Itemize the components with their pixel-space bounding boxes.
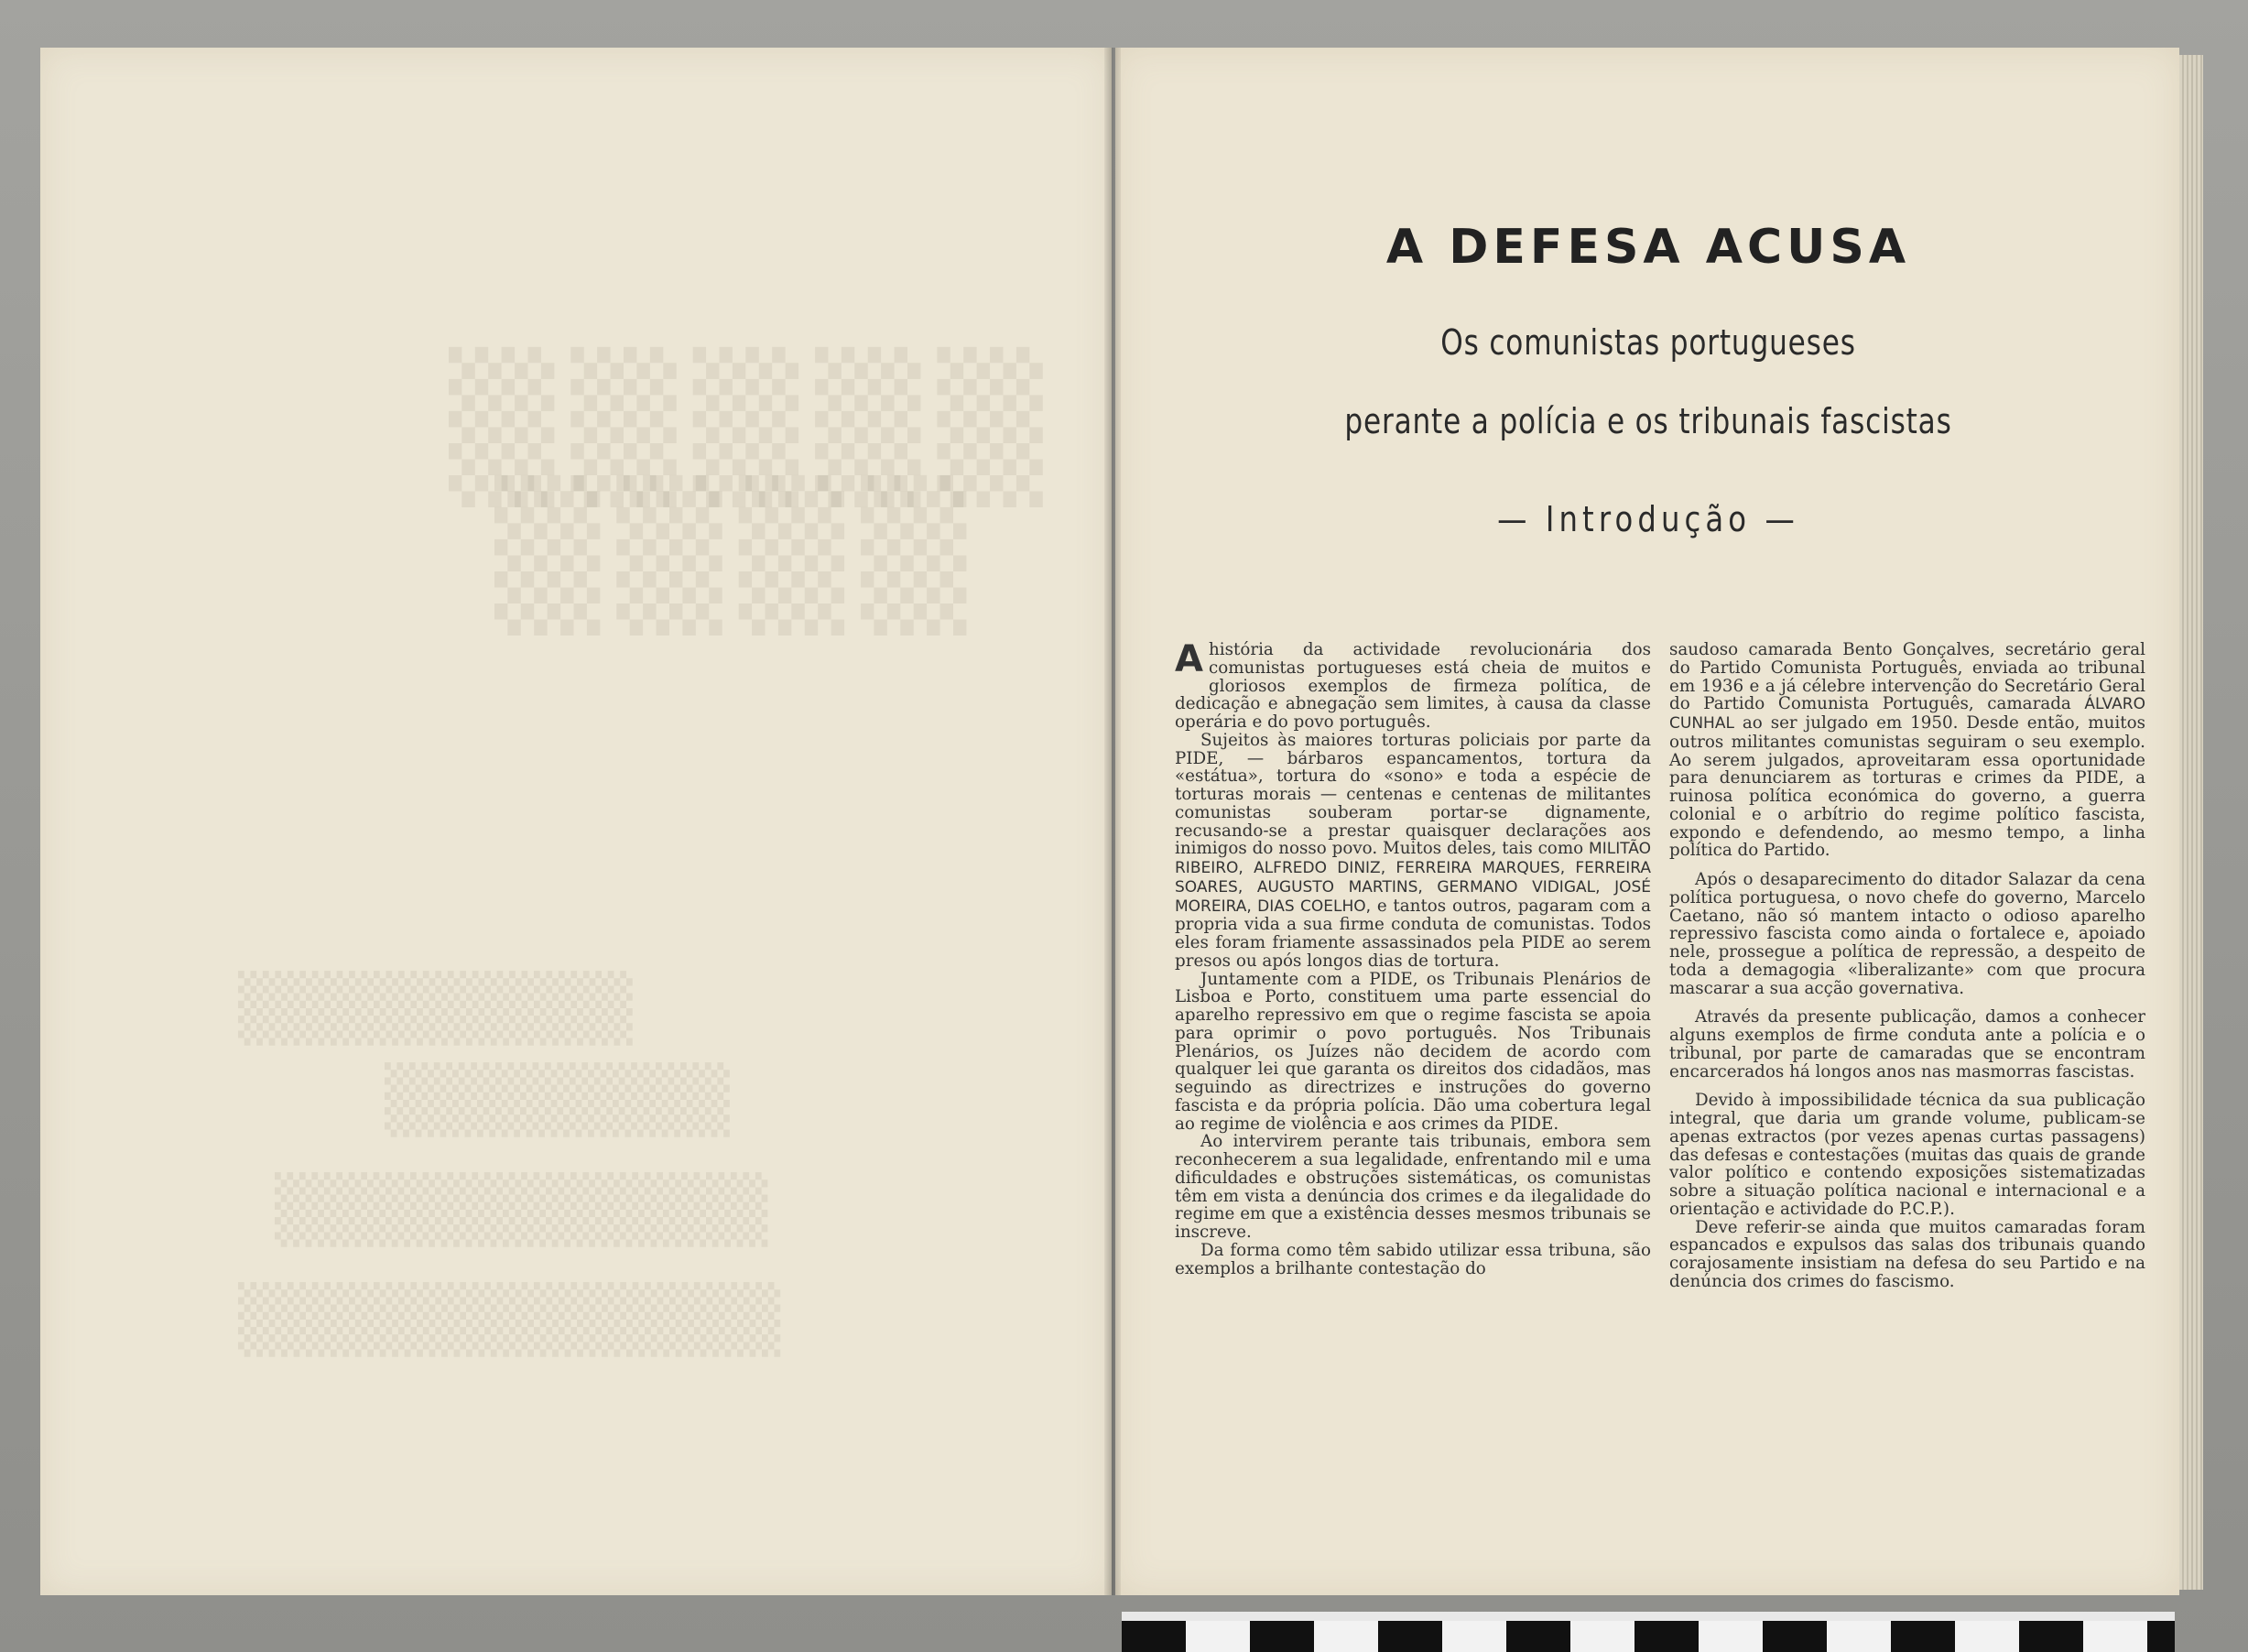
scale-ruler-strip: [1122, 1612, 2175, 1621]
show-through-ghost: ▒▒▒▒▒▒▒▒: [238, 971, 633, 1046]
highlighted-name: ÁLVARO CUNHAL: [1669, 695, 2145, 733]
show-through-ghost: ▒▒▒▒▒: [449, 348, 1059, 507]
names-list: MILITÃO RIBEIRO, ALFREDO DINIZ, FERREIRA MARQUES, FERREIRA SOARES, AUGUSTO MARTINS, GERMANO VIDIGAL, JOSÉ MOREIRA, DIAS COELHO,: [1175, 840, 1651, 916]
paragraph: Após o desaparecimento do ditador Salazar da cena política portuguesa, o novo chefe do governo, Marcelo Caetano, não só mantem intacto o odioso aparelho repressivo fascista como ainda o fortalece e, apoiado nele, prossegue a política de repressão, a despeito de toda a demagogia «liberalizante» com que procura mascarar a sua acção governativa.: [1669, 870, 2145, 998]
page-edges: [2179, 55, 2203, 1590]
book-gutter: [1104, 48, 1121, 1595]
paragraph: Ahistória da actividade revolucionária dos comunistas portugueses está cheia de muitos e gloriosos exemplos de firmeza política, de dedicação e abnegação sem limites, à causa da classe operária e do povo português.: [1175, 638, 1651, 732]
document-subtitle-line1: Os comunistas portugueses: [1440, 322, 1856, 363]
show-through-ghost: ▒▒▒▒▒▒▒: [385, 1062, 730, 1137]
paragraph: Devido à impossibilidade técnica da sua publicação integral, que daria um grande volume, publicam-se apenas extractos (por vezes apenas curtas passagens) das defesas e contestações (muitas das quais de grande valor político e contendo exposições sistematizadas sobre a situação política nacional e internacional e a orientação e actividade do P.C.P.).: [1669, 1091, 2145, 1219]
paragraph: Através da presente publicação, damos a conhecer alguns exemplos de firme conduta ante a polícia e o tribunal, por parte de camaradas que se encontram encarcerados há longos anos nas masmorras fascistas.: [1669, 1007, 2145, 1081]
show-through-ghost: ▒▒▒▒▒▒▒▒▒▒: [275, 1172, 768, 1247]
paragraph: Ao intervirem perante tais tribunais, embora sem reconhecerem a sua legalidade, enfrentando mil e uma dificuldades e obstruções sistemáticas, os comunistas têm em vista a denúncia dos crimes e da ilegalidade do regime em que a existência desses mesmos tribunais se inscreve.: [1175, 1132, 1651, 1242]
scale-ruler: [1122, 1621, 2175, 1652]
section-heading: — Introdução —: [1497, 499, 1799, 539]
paragraph: saudoso camarada Bento Gonçalves, secretário geral do Partido Comunista Português, enviada ao tribunal em 1936 e a já célebre intervenção do Secretário Geral do Partido Comunista Português, camarada ÁLVARO CUNHAL ao ser julgado em 1950. Desde então, muitos outros militantes comunistas seguiram o seu exemplo. Ao serem julgados, aproveitaram essa oportunidade para denunciarem as torturas e crimes da PIDE, a ruinosa política económica do governo, a guerra colonial e o arbítrio do regime político fascista, expondo e defendendo, ao mesmo tempo, a linha política do Partido.: [1669, 640, 2146, 861]
left-page-blank: [40, 48, 1112, 1595]
show-through-ghost: ▒▒▒▒: [494, 476, 983, 636]
text-column-right: [1669, 641, 2145, 1291]
paragraph: Juntamente com a PIDE, os Tribunais Plenários de Lisboa e Porto, constituem uma parte essencial do aparelho repressivo em que o regime fascista se apoia para oprimir o povo português. Nos Tribunais Plenários, os Juízes não decidem de acordo com qualquer lei que garanta os direitos dos cidadãos, mas seguindo as directrizes e instruções do governo fascista e da própria polícia. Dão uma cobertura legal ao regime de violência e aos crimes da PIDE.: [1175, 969, 1651, 1134]
show-through-ghost: ▒▒▒▒▒▒▒▒▒▒▒: [238, 1282, 781, 1357]
paragraph: Da forma como têm sabido utilizar essa tribuna, são exemplos a brilhante contestação do: [1175, 1240, 1651, 1278]
document-subtitle-line2: perante a polícia e os tribunais fascistas: [1344, 401, 1952, 441]
paragraph: Deve referir-se ainda que muitos camaradas foram espancados e expulsos das salas dos tribunais quando corajosamente insistiam na defesa do seu Partido e na denúncia dos crimes do fascismo.: [1669, 1217, 2145, 1291]
text-column-left: [1175, 638, 1651, 1278]
document-title: A DEFESA ACUSA: [1385, 220, 1911, 275]
drop-cap: A: [1175, 638, 1203, 680]
paragraph: Sujeitos às maiores torturas policiais por parte da PIDE, — bárbaros espancamentos, tortura da «estátua», tortura do «sono» e toda a espécie de torturas morais — centenas e centenas de militantes comunistas souberam portar-se dignamente, recusando-se a prestar quaisquer declarações aos inimigos do nosso povo. Muitos deles, tais como MILITÃO RIBEIRO, ALFREDO DINIZ, FERREIRA MARQUES, FERREIRA SOARES, AUGUSTO MARTINS, GERMANO VIDIGAL, JOSÉ MOREIRA, DIAS COELHO, e tantos outros, pagaram com a propria vida a sua firme conduta de comunistas. Todos eles foram friamente assassinados pela PIDE ao serem presos ou após longos dias de tortura.: [1175, 730, 1651, 971]
